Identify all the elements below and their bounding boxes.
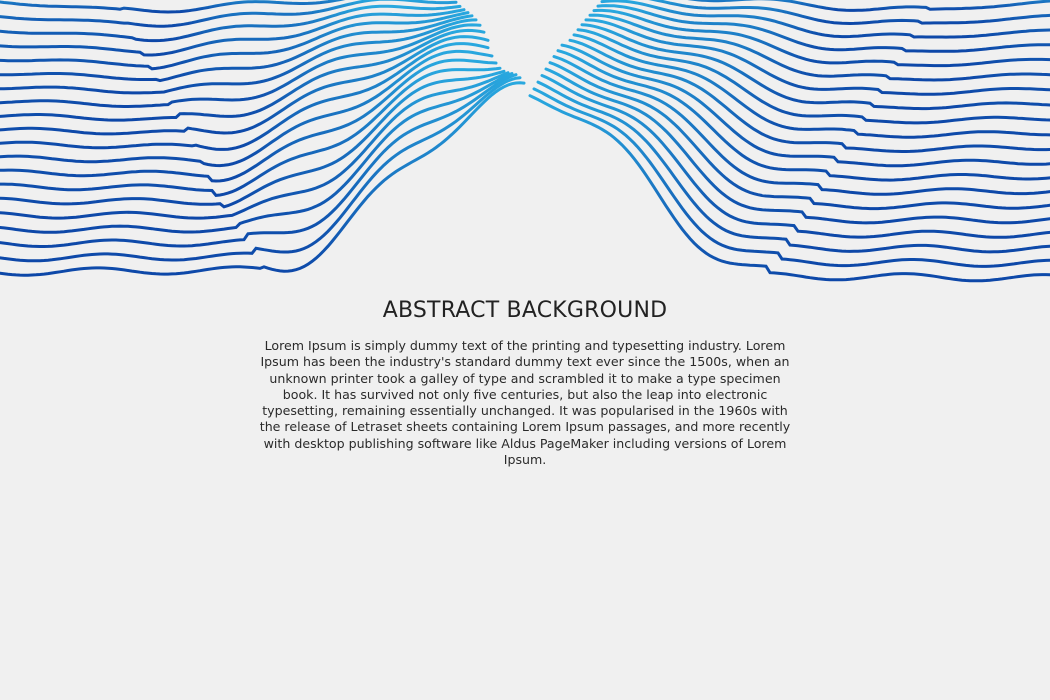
wave-line-right [570,40,1050,151]
wavy-line-pattern [0,0,1050,290]
page-title: ABSTRACT BACKGROUND [382,298,668,323]
body-paragraph: Lorem Ipsum is simply dummy text of the printing and typesetting industry. Lorem Ipsum has been the industry's standard dummy text ever since the 1500s, when an unknown printer took a galley of type and scrambled it to make a type specimen book. It has survived not only five centuries, but also the leap into electronic typesetting, remaining essentially unchanged. It was popularised in the 1960s with the release of Letraset sheets containing Lorem Ipsum passages, and more recently with desktop publishing software like Aldus PageMaker including versions of Lorem Ipsum. [259,338,791,468]
wave-line-right [598,6,1050,52]
wave-line-left [0,37,488,134]
wave-line-left [0,83,524,276]
